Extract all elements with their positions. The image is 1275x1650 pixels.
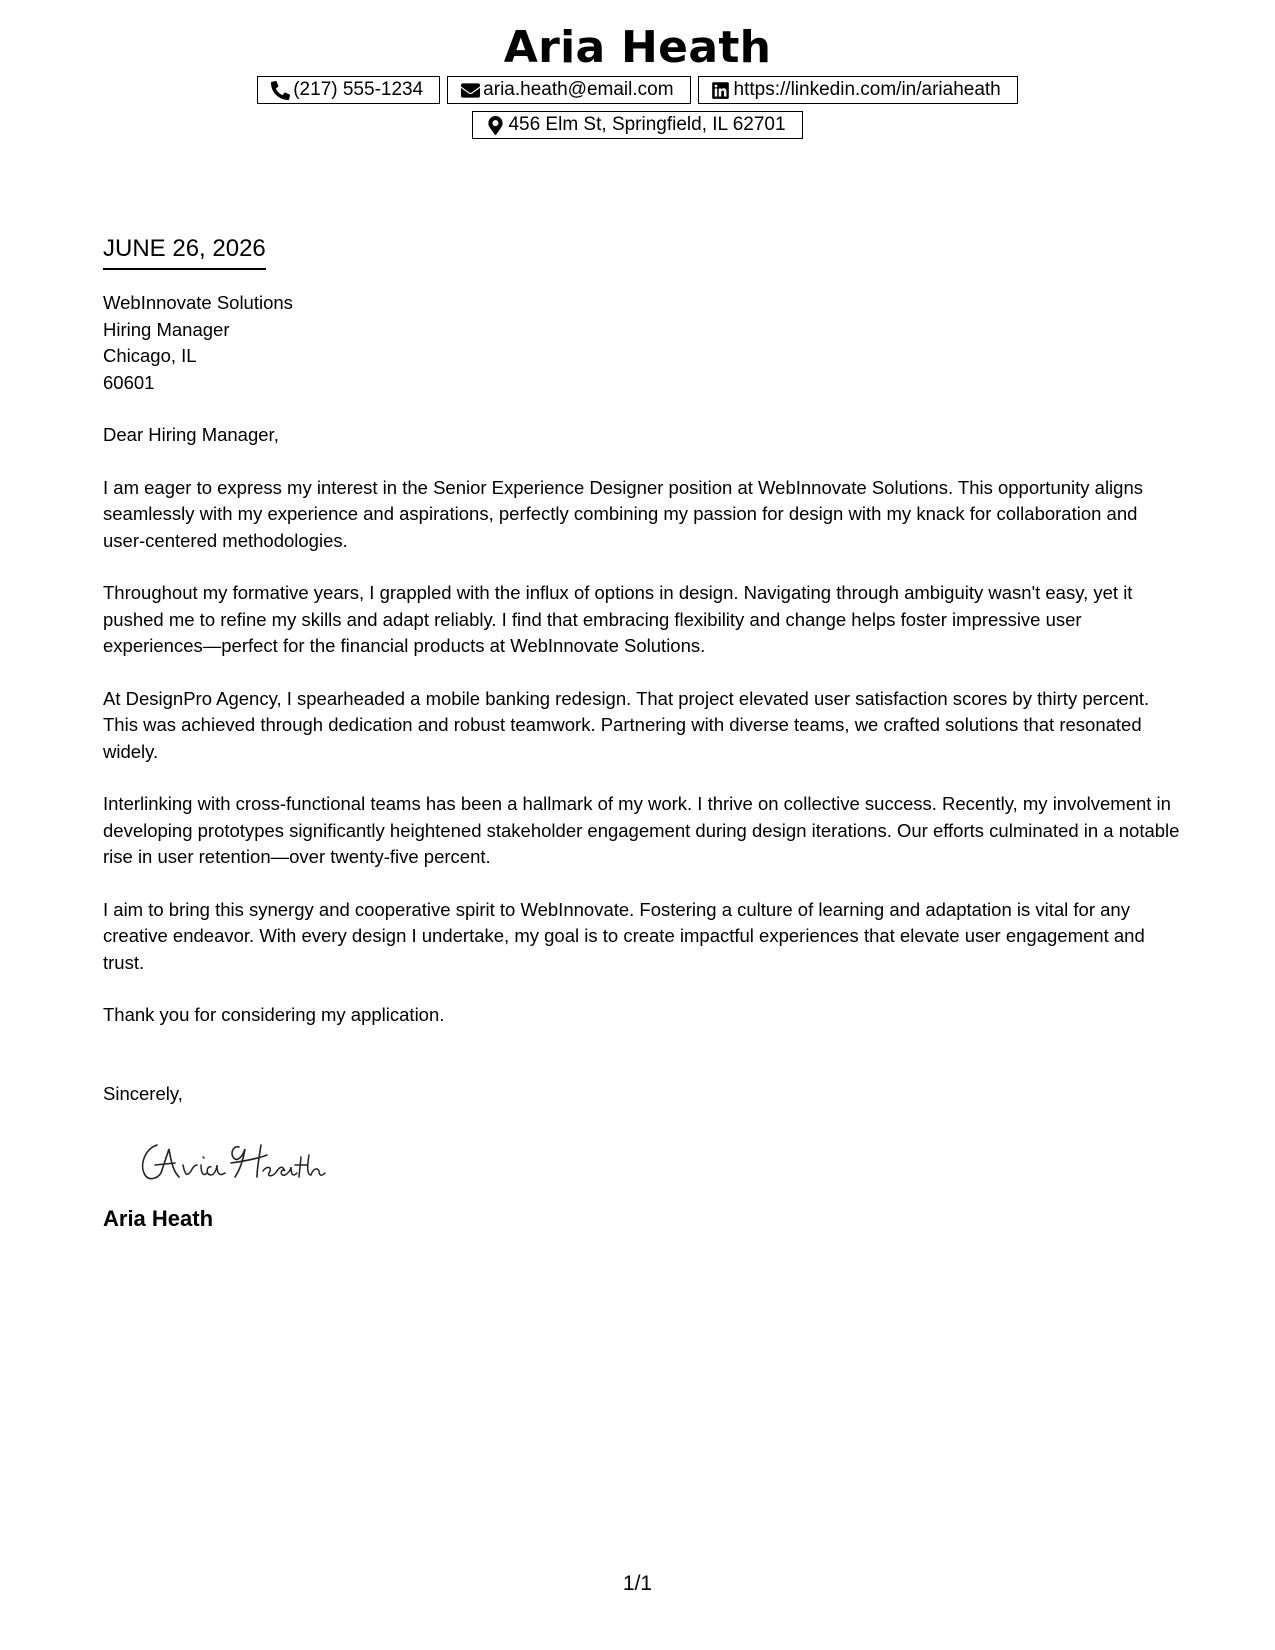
recipient-zip: 60601 bbox=[103, 371, 155, 393]
applicant-name-title: Aria Heath bbox=[503, 22, 772, 73]
letter-header bbox=[0, 20, 1275, 139]
letter-body bbox=[103, 232, 1183, 1233]
contact-row-secondary bbox=[0, 111, 1275, 139]
envelope-icon bbox=[460, 80, 480, 100]
signer-name: Aria Heath bbox=[103, 1206, 214, 1231]
letter-date: JUNE 26, 2026 bbox=[103, 232, 266, 270]
recipient-block bbox=[103, 290, 1183, 396]
phone-icon bbox=[270, 80, 290, 100]
page-number: 1/1 bbox=[622, 1572, 653, 1595]
body-paragraph: I am eager to express my interest in the Senior Experience Designer position at WebInnovate Solutions. This opportunity aligns seamlessly with my experience and aspirations, perfectly combining my passion for design with my knack for collaboration and user-centered methodologies. bbox=[103, 476, 1143, 551]
map-pin-icon bbox=[485, 115, 505, 135]
body-paragraph: I aim to bring this synergy and cooperative spirit to WebInnovate. Fostering a culture of learning and adaptation is vital for any creative endeavor. With every design I undertake, my goal is to create impactful experiences that elevate user engagement and trust. bbox=[103, 898, 1145, 973]
email-contact bbox=[447, 76, 690, 104]
handwritten-signature bbox=[135, 1135, 345, 1187]
linkedin-contact bbox=[698, 76, 1018, 104]
body-paragraph: At DesignPro Agency, I spearheaded a mobile banking redesign. That project elevated user satisfaction scores by thirty percent. This was achieved through dedication and robust teamwork. Partnering with diverse teams, we crafted solutions that resonated widely. bbox=[103, 687, 1150, 762]
address-contact bbox=[472, 111, 802, 139]
address-text: 456 Elm St, Springfield, IL 62701 bbox=[508, 114, 786, 135]
email-text: aria.heath@email.com bbox=[483, 79, 674, 100]
recipient-contact: Hiring Manager bbox=[103, 318, 230, 340]
body-paragraph: Throughout my formative years, I grappled with the influx of options in design. Navigating through ambiguity wasn't easy, yet it pushed me to refine my skills and adapt reliably. I find that embracing flexibility and change helps foster impressive user experiences—perfect for the financial products at WebInnovate Solutions. bbox=[103, 582, 1133, 656]
salutation: Dear Hiring Manager, bbox=[103, 424, 279, 445]
recipient-city: Chicago, IL bbox=[103, 345, 197, 366]
phone-contact bbox=[257, 76, 440, 104]
linkedin-text: https://linkedin.com/in/ariaheath bbox=[733, 79, 1001, 100]
linkedin-icon bbox=[711, 80, 731, 100]
phone-text: (217) 555-1234 bbox=[293, 79, 424, 100]
contact-row-primary bbox=[0, 76, 1275, 104]
body-paragraph: Thank you for considering my application. bbox=[103, 1004, 445, 1025]
recipient-company: WebInnovate Solutions bbox=[103, 292, 293, 313]
closing: Sincerely, bbox=[103, 1082, 183, 1104]
body-paragraph: Interlinking with cross-functional teams has been a hallmark of my work. I thrive on collective success. Recently, my involvement in developing prototypes significantly heightened stakeholder engagement during design iterations. Our efforts culminated in a notable rise in user retention—over twenty-five percent. bbox=[103, 793, 1180, 867]
